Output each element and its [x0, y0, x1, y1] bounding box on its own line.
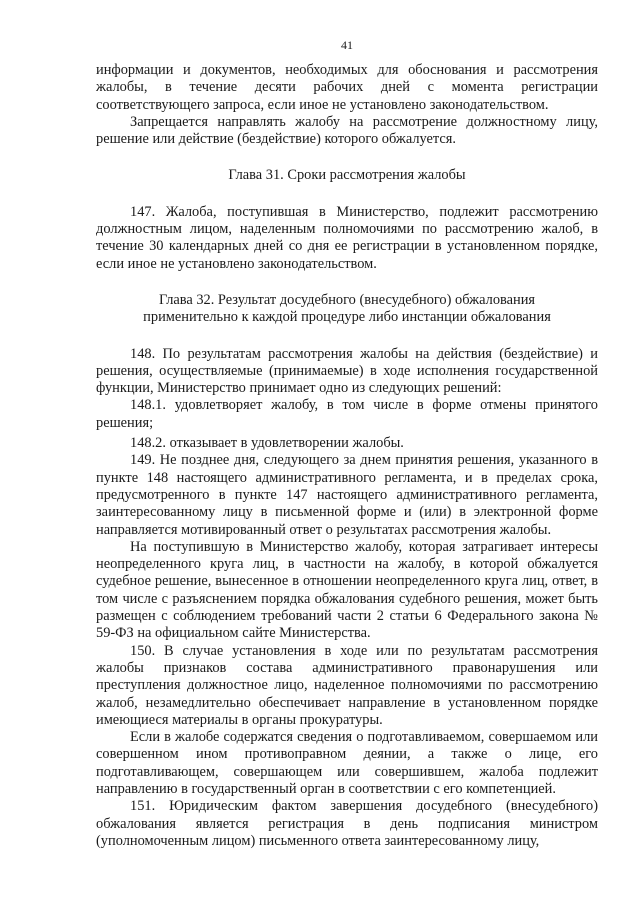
chapter-32-heading-line2: применительно к каждой процедуре либо инстанции обжалования	[143, 309, 551, 326]
paragraph-147: 147. Жалоба, поступившая в Министерство, подлежит рассмотрению должностным лицом, наделенным полномочиями по рассмотрению жалоб, в течение 30 календарных дней со дня ее регистрации в установленном порядке, если иное не установлено законодательством.	[96, 203, 598, 272]
chapter-32-heading-line1: Глава 32. Результат досудебного (внесудебного) обжалования	[158, 291, 536, 308]
paragraph-forbidden: Запрещается направлять жалобу на рассмотрение должностному лицу, решение или действие (бездействие) которого обжалуется.	[96, 113, 598, 148]
page-number: 41	[341, 38, 353, 52]
paragraph-intro: информации и документов, необходимых для обоснования и рассмотрения жалобы, в течение десяти рабочих дней с момента регистрации соответствующего запроса, если иное не установлено законодательством.	[96, 62, 598, 113]
paragraph-149: 149. Не позднее дня, следующего за днем принятия решения, указанного в пункте 148 настоящего административного регламента, и в пределах срока, предусмотренного в пункте 147 настоящего административного регламента, заинтересованному лицу в письменной форме и (или) в электронной форме направляется мотивированный ответ о результатах рассмотрения жалобы.	[96, 452, 598, 538]
paragraph-151: 151. Юридическим фактом завершения досудебного (внесудебного) обжалования является регистрация в день подписания министром (уполномоченным лицом) письменного ответа заинтересованному лицу,	[96, 798, 598, 849]
paragraph-148-1: 148.1. удовлетворяет жалобу, в том числе в форме отмены принятого решения;	[96, 397, 598, 431]
paragraph-149-b: На поступившую в Министерство жалобу, которая затрагивает интересы неопределенного круга лиц, в частности на жалобу, в которой обжалуется судебное решение, вынесенное в отношении неопределенного круга лиц, ответ, в том числе с разъяснением порядка обжалования судебного решения, может быть размещен с соблюдением требований части 2 статьи 6 Федерального закона № 59-ФЗ на официальном сайте Министерства.	[96, 538, 598, 642]
chapter-31-heading: Глава 31. Сроки рассмотрения жалобы	[228, 167, 466, 184]
paragraph-150-b: Если в жалобе содержатся сведения о подготавливаемом, совершаемом или совершенном ином противоправном деянии, а также о лице, его подготавливающем, совершающем или совершившем, жалоба подлежит направлению в государственный орган в соответствии с его компетенцией.	[96, 729, 598, 797]
paragraph-148-2: 148.2. отказывает в удовлетворении жалобы.	[130, 435, 404, 452]
paragraph-150: 150. В случае установления в ходе или по результатам рассмотрения жалобы признаков состава административного правонарушения или преступления должностное лицо, наделенное полномочиями по рассмотрению жалоб, незамедлительно обеспечивает направление в установленном порядке имеющиеся материалы в органы прокуратуры.	[96, 642, 598, 728]
paragraph-148: 148. По результатам рассмотрения жалобы на действия (бездействие) и решения, осуществляемые (принимаемые) в ходе исполнения государственной функции, Министерство принимает одно из следующих решений:	[96, 345, 598, 397]
